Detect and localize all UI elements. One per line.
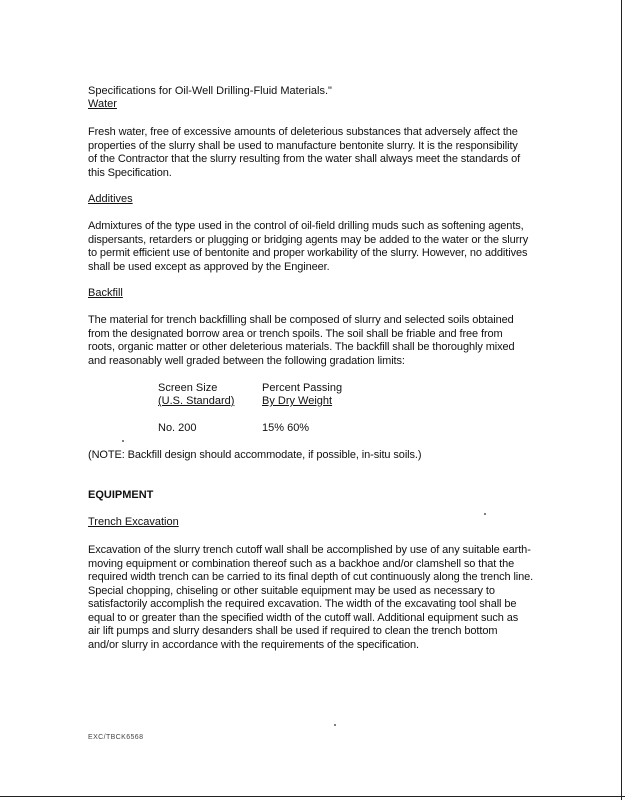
gradation-table-header-row <box>158 382 343 395</box>
excavation-paragraph-line: Special chopping, chiseling or other suitable equipment may be used as necessary to <box>88 584 495 597</box>
water-paragraph-line: Fresh water, free of excessive amounts of deleterious substances that adversely affect the <box>88 126 518 138</box>
excavation-paragraph-line: and/or slurry in accordance with the requirements of the specification. <box>88 638 420 651</box>
water-paragraph-line: this Specification. <box>88 166 172 179</box>
backfill-heading: Backfill <box>88 287 123 299</box>
additives-paragraph-line: to permit efficient use of bentonite and proper workability of the slurry. However, no additives <box>88 247 528 259</box>
gradation-table-row <box>158 422 310 435</box>
backfill-paragraph-line: The material for trench backfilling shall be composed of slurry and selected soils obtained <box>88 314 514 326</box>
excavation-paragraph-line: equal to or greater than the specified width of the cutoff wall. Additional equipment such as <box>88 611 519 624</box>
water-paragraph-line: properties of the slurry shall be used to manufacture bentonite slurry. It is the responsibility <box>88 139 518 152</box>
percent-passing-header: Percent Passing <box>262 382 343 394</box>
excavation-paragraph-line: satisfactorily accomplish the required excavation. The width of the excavating tool shall be <box>88 598 517 610</box>
water-paragraph-line: of the Contractor that the slurry resulting from the water shall always meet the standards of <box>88 153 521 165</box>
percent-range-cell: 15% 60% <box>262 422 310 434</box>
document-code-footer: EXC/TBCK6568 <box>88 734 144 741</box>
additives-paragraph-line: dispersants, retarders or plugging or bridging agents may be added to the water or the slurry <box>88 233 529 246</box>
scan-speck <box>334 724 336 726</box>
excavation-paragraph-line: air lift pumps and slurry desanders shall be used if required to clean the trench bottom <box>88 625 498 637</box>
backfill-note: (NOTE: Backfill design should accommodate, if possible, in-situ soils.) <box>88 449 422 461</box>
scan-speck <box>122 440 124 442</box>
trench-excavation-heading: Trench Excavation <box>88 516 179 528</box>
excavation-paragraph-line: Excavation of the slurry trench cutoff wall shall be accomplished by use of any suitable earth- <box>88 544 531 556</box>
additives-paragraph-line: shall be used except as approved by the Engineer. <box>88 260 330 273</box>
screen-size-header: Screen Size <box>158 382 218 394</box>
excavation-paragraph-line: required width trench can be carried to its final depth of cut continuously along the trench line. <box>88 571 534 583</box>
backfill-paragraph-line: from the designated borrow area or trench spoils. The soil shall be friable and free from <box>88 327 503 340</box>
sieve-size-cell: No. 200 <box>158 422 197 434</box>
additives-paragraph-line: Admixtures of the type used in the control of oil-field drilling muds such as softening agents, <box>88 220 524 232</box>
us-standard-subheader: (U.S. Standard) <box>158 395 235 407</box>
additives-heading: Additives <box>88 193 133 205</box>
gradation-table-subheader-row <box>158 395 333 408</box>
scan-border-right <box>621 0 622 800</box>
intro-line: Specifications for Oil-Well Drilling-Fluid Materials." <box>88 85 332 97</box>
scan-speck <box>484 513 486 515</box>
dry-weight-subheader: By Dry Weight <box>262 395 333 407</box>
backfill-paragraph-line: roots, organic matter or other deleterious materials. The backfill shall be thoroughly mixed <box>88 341 515 353</box>
backfill-paragraph-line: and reasonably well graded between the following gradation limits: <box>88 354 405 367</box>
scan-border-bottom <box>0 796 625 797</box>
water-heading: Water <box>88 98 117 110</box>
equipment-heading: EQUIPMENT <box>88 489 154 501</box>
excavation-paragraph-line: moving equipment or combination thereof such as a backhoe and/or clamshell so that the <box>88 557 515 570</box>
